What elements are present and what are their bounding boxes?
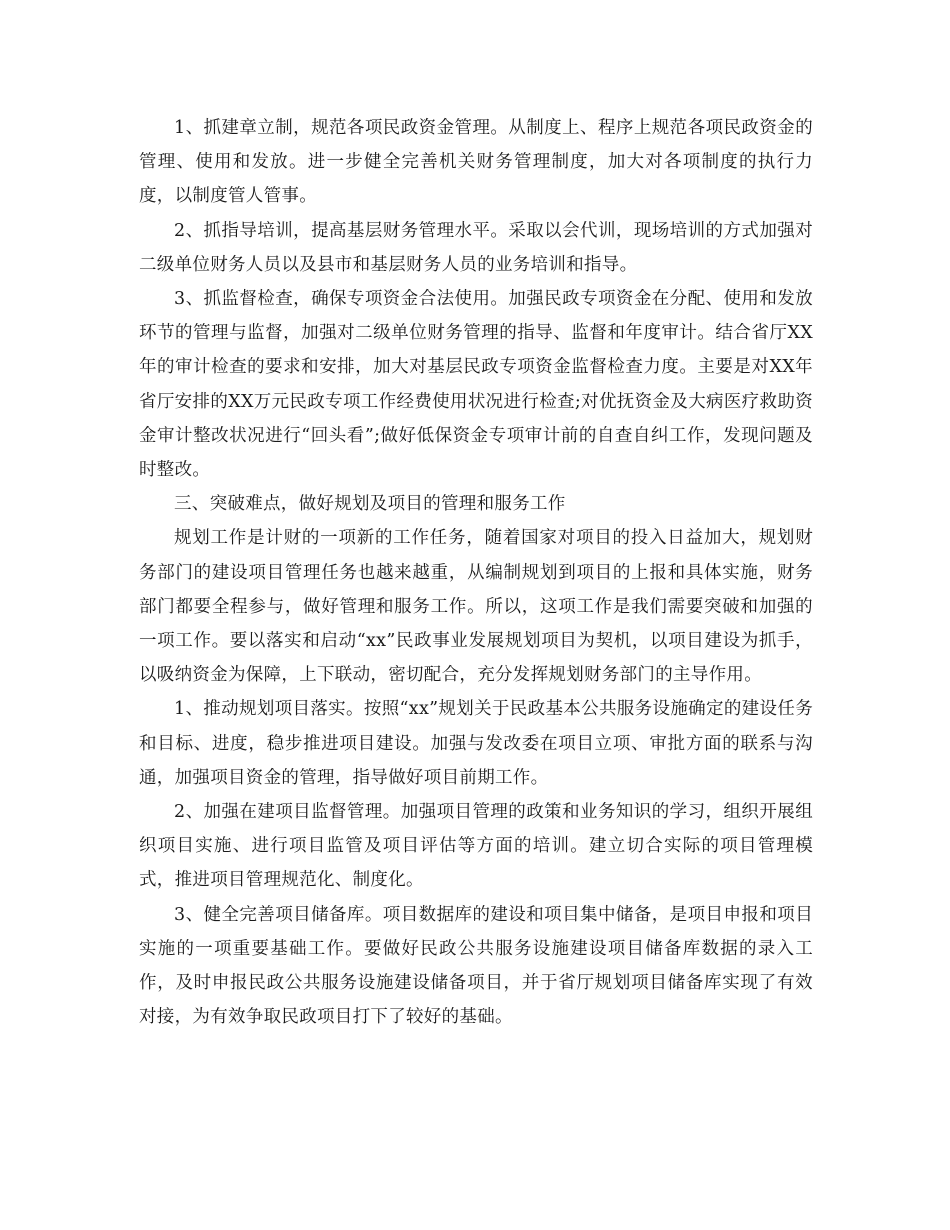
paragraph-4: 规划工作是计财的一项新的工作任务，随着国家对项目的投入日益加大，规划财务部门的建设项目管理任务也越来越重，从编制规划到项目的上报和具体实施，财务部门都要全程参与，做好管理和服务工作。所以，这项工作是我们需要突破和加强的一项工作。要以落实和启动“xx”民政事业发展规划项目为契机，以项目建设为抓手，以吸纳资金为保障，上下联动，密切配合，充分发挥规划财务部门的主导作用。	[139, 528, 813, 686]
document-body	[139, 111, 813, 1034]
paragraph-5: 1、推动规划项目落实。按照“xx”规划关于民政基本公共服务设施确定的建设任务和目标、进度，稳步推进项目建设。加强与发改委在项目立项、审批方面的联系与沟通，加强项目资金的管理，指导做好项目前期工作。	[139, 699, 813, 788]
section-heading: 三、突破难点，做好规划及项目的管理和服务工作	[174, 494, 566, 515]
paragraph-6: 2、加强在建项目监督管理。加强项目管理的政策和业务知识的学习，组织开展组织项目实施、进行项目监管及项目评估等方面的培训。建立切合实际的项目管理模式，推进项目管理规范化、制度化。	[139, 802, 813, 891]
paragraph-1: 1、抓建章立制，规范各项民政资金管理。从制度上、程序上规范各项民政资金的管理、使用和发放。进一步健全完善机关财务管理制度，加大对各项制度的执行力度，以制度管人管事。	[139, 118, 813, 207]
paragraph-3: 3、抓监督检查，确保专项资金合法使用。加强民政专项资金在分配、使用和发放环节的管理与监督，加强对二级单位财务管理的指导、监督和年度审计。结合省厅XX年的审计检查的要求和安排，加大对基层民政专项资金监督检查力度。主要是对XX年省厅安排的XX万元民政专项工作经费使用状况进行检查;对优抚资金及大病医疗救助资金审计整改状况进行“回头看”;做好低保资金专项审计前的自查自纠工作，发现问题及时整改。	[139, 289, 813, 481]
paragraph-2: 2、抓指导培训，提高基层财务管理水平。采取以会代训，现场培训的方式加强对二级单位财务人员以及县市和基层财务人员的业务培训和指导。	[139, 220, 813, 275]
paragraph-7: 3、健全完善项目储备库。项目数据库的建设和项目集中储备，是项目申报和项目实施的一项重要基础工作。要做好民政公共服务设施建设项目储备库数据的录入工作，及时申报民政公共服务设施建设储备项目，并于省厅规划项目储备库实现了有效对接，为有效争取民政项目打下了较好的基础。	[139, 904, 813, 1028]
